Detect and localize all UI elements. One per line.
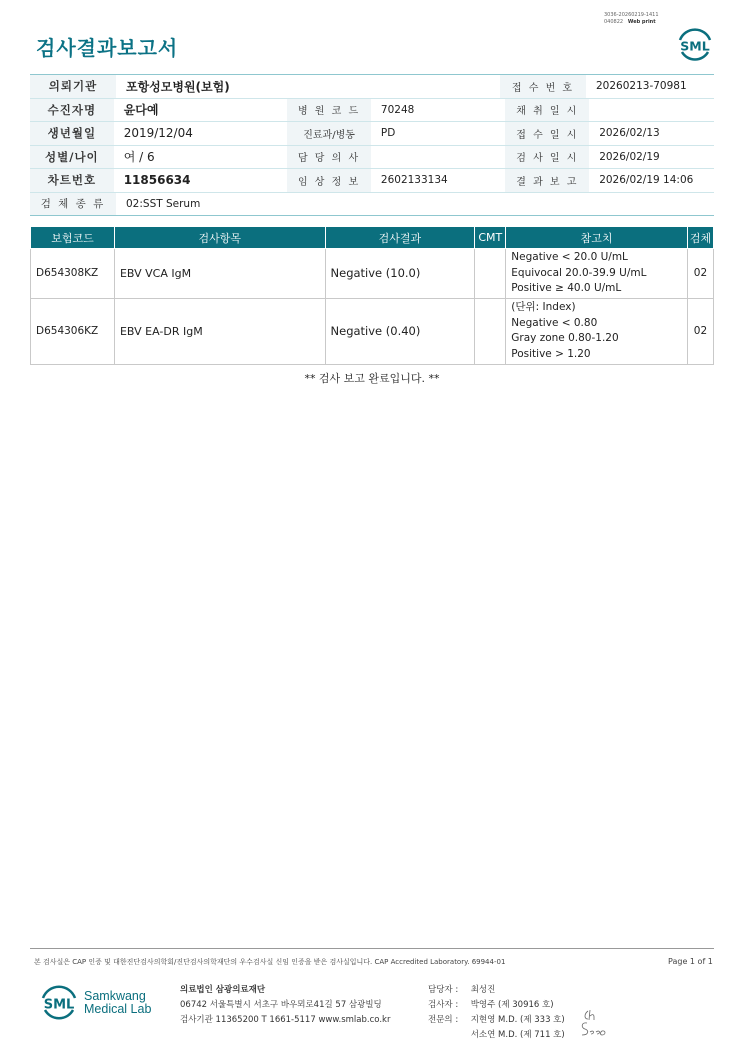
chart-no-label: 차트번호 — [30, 169, 114, 192]
reference-line: Gray zone 0.80-1.20 — [511, 332, 619, 344]
page-number: Page 1 of 1 — [668, 957, 713, 966]
manager-label: 담당자 : — [428, 985, 459, 995]
dept-value: PD — [380, 127, 396, 140]
test-item-cell: EBV EA-DR IgM — [114, 298, 325, 364]
manager-value: 최성진 — [470, 985, 496, 995]
hospital-code-value: 70248 — [380, 103, 415, 116]
report-date-value: 2026/02/19 14:06 — [599, 174, 694, 187]
column-header: 보험코드 — [31, 227, 115, 249]
organization-address: 06742 서울특별시 서초구 바우뫼로41길 57 삼광빌딩 — [180, 1000, 382, 1010]
organization-contact: 검사기관 11365200 T 1661-5117 www.smlab.co.kr — [180, 1015, 391, 1025]
specimen-cell: 02 — [687, 249, 713, 299]
completion-note: ** 검사 보고 완료입니다. ** — [304, 372, 440, 385]
reference-line: Positive ≥ 40.0 U/mL — [511, 282, 622, 294]
specimen-type-value: 02:SST Serum — [126, 197, 201, 210]
dob-value: 2019/12/04 — [123, 126, 193, 141]
receipt-no-label: 접 수 번 호 — [500, 75, 586, 98]
reference-line: Equivocal 20.0-39.9 U/mL — [511, 266, 647, 279]
column-header: CMT — [475, 227, 506, 249]
cmt-cell — [475, 249, 506, 299]
patient-info-table — [30, 74, 714, 216]
brand-name — [84, 990, 151, 1016]
specialist-value-1: 지현영 M.D. (제 333 호) — [470, 1015, 565, 1025]
cmt-cell — [475, 298, 506, 364]
specimen-cell: 02 — [687, 298, 713, 364]
organization-name: 의료법인 삼광의료재단 — [180, 985, 266, 995]
sex-age-value: 여 / 6 — [123, 150, 155, 165]
tester-value: 박영주 (제 30916 호) — [470, 1000, 554, 1010]
reference-line: Negative < 0.80 — [511, 316, 598, 329]
specialist-label: 전문의 : — [428, 1015, 459, 1025]
requester-value: 포항성모병원(보험) — [126, 79, 230, 94]
results-table — [30, 226, 714, 365]
reference-line: (단위: Index) — [511, 301, 576, 313]
report-date-label: 결 과 보 고 — [505, 169, 589, 192]
column-header: 참고치 — [506, 227, 688, 249]
patient-value: 윤다예 — [123, 103, 159, 118]
svg-text:SML: SML — [43, 997, 75, 1013]
sml-logo-icon — [38, 982, 80, 1024]
collect-date-value — [589, 99, 714, 122]
reference-line: Positive > 1.20 — [511, 347, 591, 360]
reference-line: Negative < 20.0 U/mL — [511, 251, 628, 263]
signature-2 — [578, 1020, 608, 1038]
info-row — [30, 75, 714, 99]
hospital-code-label: 병 원 코 드 — [287, 99, 371, 122]
chart-no-value: 11856634 — [123, 173, 191, 188]
specialist-value-2: 서소연 M.D. (제 711 호) — [470, 1030, 565, 1040]
collect-date-label: 채 취 일 시 — [505, 99, 589, 122]
info-row — [30, 146, 714, 170]
info-row — [30, 169, 714, 193]
brand-line2: Medical Lab — [84, 1002, 152, 1016]
receipt-date-label: 접 수 일 시 — [505, 122, 589, 145]
organization-info — [180, 983, 390, 1028]
insurance-code-cell: D654308KZ — [31, 249, 115, 299]
doctor-label: 담 당 의 사 — [287, 146, 371, 169]
test-item-cell: EBV VCA IgM — [114, 249, 325, 299]
requester-label: 의뢰기관 — [30, 75, 116, 98]
receipt-no-value: 20260213-70981 — [596, 80, 687, 93]
clinical-info-value: 2602133134 — [380, 174, 448, 187]
reference-range-cell — [506, 298, 688, 364]
column-header: 검사항목 — [114, 227, 325, 249]
tester-label: 검사자 : — [428, 1000, 459, 1010]
svg-text:SML: SML — [680, 38, 710, 54]
info-row — [30, 99, 714, 123]
footer-divider — [30, 948, 714, 949]
test-result-cell: Negative (10.0) — [325, 249, 475, 299]
dept-label: 진료과/병동 — [287, 122, 371, 145]
page-title: 검사결과보고서 — [36, 36, 179, 60]
specimen-type-label: 검 체 종 류 — [30, 193, 116, 216]
sex-age-label: 성별/나이 — [30, 146, 114, 169]
column-header: 검체 — [687, 227, 713, 249]
patient-label: 수진자명 — [30, 99, 114, 122]
column-header: 검사결과 — [325, 227, 475, 249]
document-id-line2: 040822 — [604, 19, 624, 25]
reference-range-cell — [506, 249, 688, 299]
clinical-info-label: 임 상 정 보 — [287, 169, 371, 192]
results-header-row — [31, 227, 714, 249]
brand-line1: Samkwang — [84, 989, 146, 1003]
receipt-date-value: 2026/02/13 — [599, 127, 660, 140]
info-row — [30, 193, 714, 217]
staff-info — [428, 983, 565, 1043]
dob-label: 생년월일 — [30, 122, 114, 145]
document-id-line1: 3036-20260219-1411 — [604, 12, 659, 18]
print-mode: Web print — [627, 19, 656, 25]
table-row — [31, 249, 714, 299]
info-row — [30, 122, 714, 146]
test-date-value: 2026/02/19 — [599, 150, 660, 163]
test-date-label: 검 사 일 시 — [505, 146, 589, 169]
insurance-code-cell: D654306KZ — [31, 298, 115, 364]
certification-text: 본 검사실은 CAP 인증 및 대한진단검사의학회/진단검사의학재단의 우수검사실 신임 인증을 받은 검사실입니다. CAP Accredited Laboratory. 69944-01 — [34, 958, 506, 966]
document-id — [604, 12, 659, 26]
table-row — [31, 298, 714, 364]
doctor-value — [371, 146, 506, 169]
sml-logo-icon — [674, 26, 716, 64]
test-result-cell: Negative (0.40) — [325, 298, 475, 364]
